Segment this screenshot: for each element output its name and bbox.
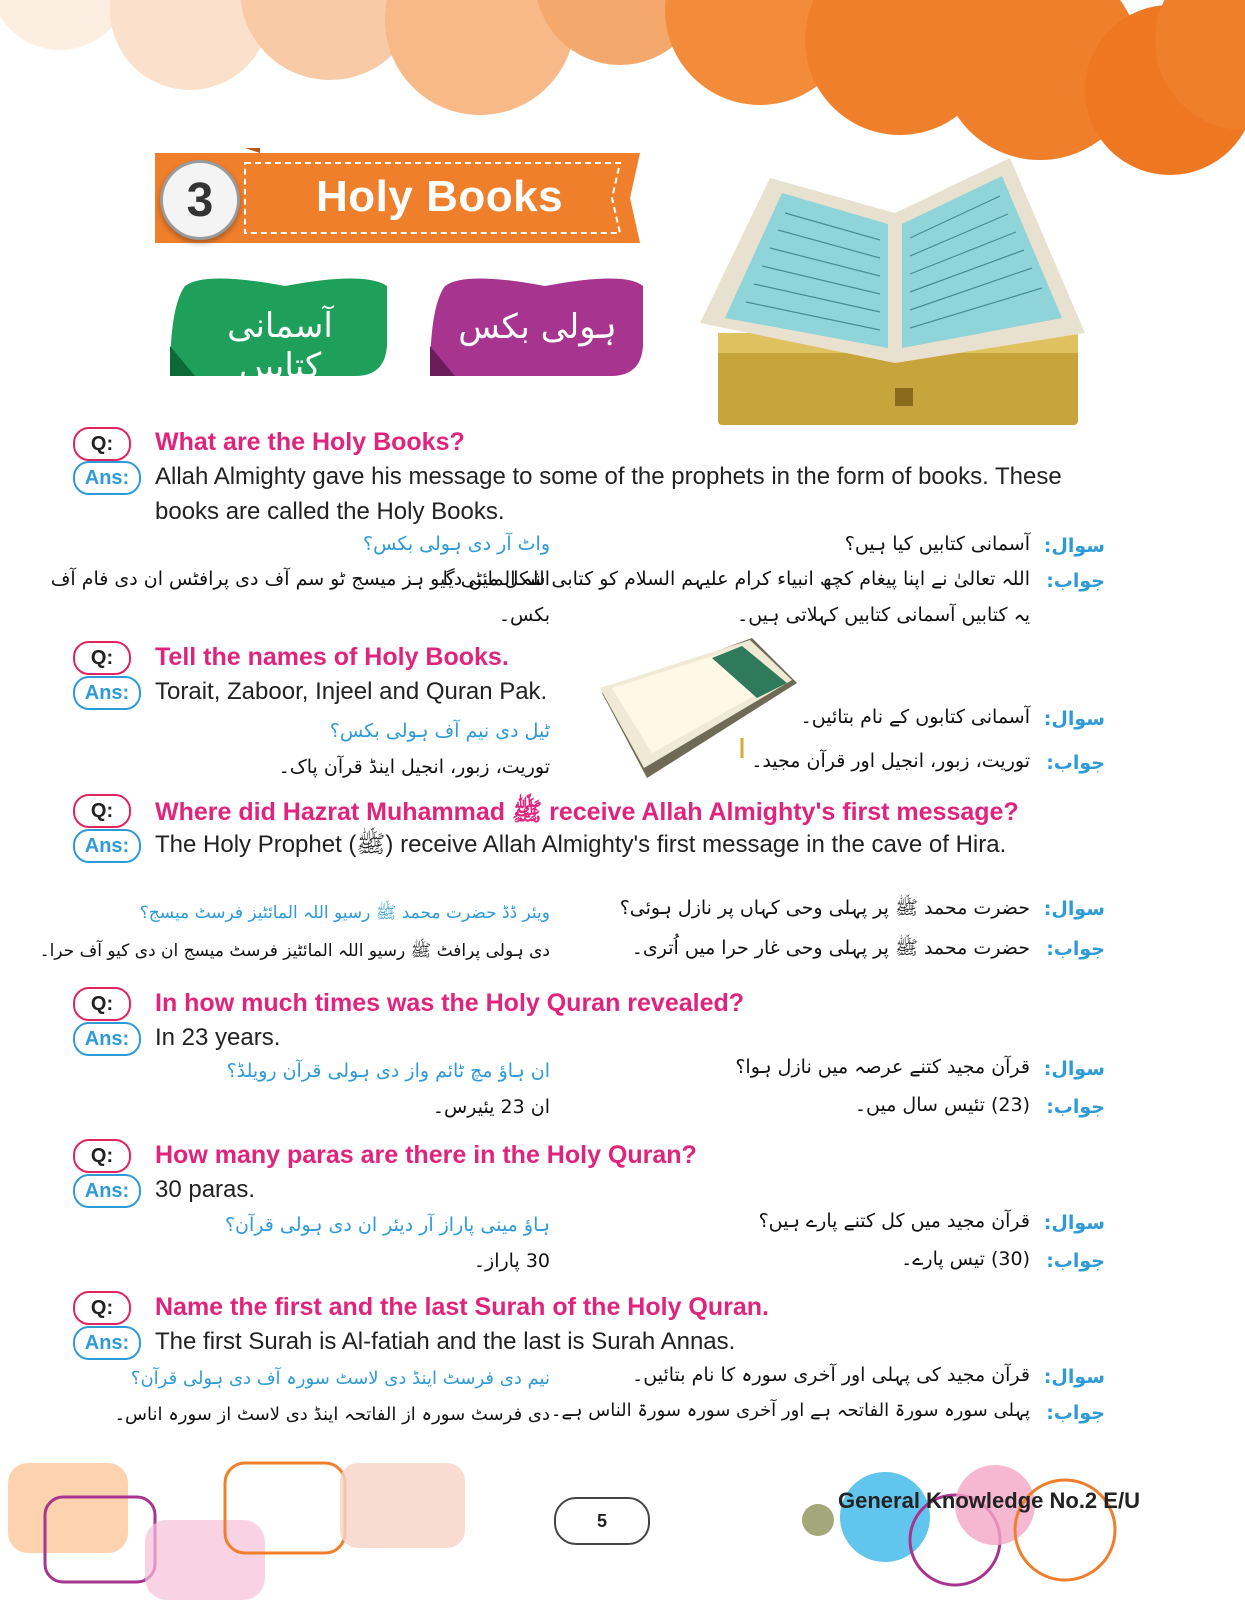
urdu-answer: (30) تیس پارے۔: [901, 1248, 1030, 1270]
urdu-question: قرآن مجید کی پہلی اور آخری سورہ کا نام بتائیں۔: [632, 1364, 1030, 1386]
answer-text: The first Surah is Al-fatiah and the last is Surah Annas.: [155, 1328, 736, 1355]
question-badge: Q:: [73, 1291, 131, 1325]
transliterated-answer: اللہ المائٹی گیو ہز میسج ٹو سم آف دی پرافٹس ان دی فام آف: [50, 568, 550, 590]
urdu-question-label: سوال:: [1043, 1212, 1105, 1234]
question-text: Name the first and the last Surah of the Holy Quran.: [155, 1293, 769, 1321]
urdu-answer-line2: یہ کتابیں آسمانی کتابیں کہلاتی ہیں۔: [737, 604, 1030, 626]
answer-badge: Ans:: [73, 1022, 141, 1056]
transliterated-question: ان ہاؤ مچ ٹائم واز دی ہولی قرآن رویلڈ؟: [226, 1060, 550, 1082]
answer-badge: Ans:: [73, 676, 141, 710]
transliterated-question: نیم دی فرسٹ اینڈ دی لاسٹ سورہ آف دی ہولی قرآن؟: [130, 1368, 550, 1389]
question-text: In how much times was the Holy Quran revealed?: [155, 989, 745, 1017]
urdu-answer-label: جواب:: [1046, 570, 1105, 592]
urdu-question-label: سوال:: [1043, 898, 1105, 920]
transliterated-question: ٹیل دی نیم آف ہولی بکس؟: [329, 720, 550, 742]
question-badge: Q:: [73, 1139, 131, 1173]
transliterated-answer: دی فرسٹ سورہ از الفاتحہ اینڈ دی لاسٹ از سورہ اناس۔: [114, 1404, 550, 1425]
urdu-question-label: سوال:: [1043, 708, 1105, 730]
transliterated-answer: دی ہولی پرافٹ ﷺ رسیو اللہ المائٹیز فرسٹ میسج ان دی کیو آف حرا۔: [39, 941, 550, 961]
transliterated-question: ہاؤ مینی پاراز آر دیئر ان دی ہولی قرآن؟: [224, 1214, 550, 1236]
answer-text: Torait, Zaboor, Injeel and Quran Pak.: [155, 678, 548, 705]
urdu-question: آسمانی کتابیں کیا ہیں؟: [844, 533, 1030, 555]
book-title: General Knowledge No.2 E/U: [838, 1488, 1140, 1513]
urdu-answer: پہلی سورہ سورۃ الفاتحہ ہے اور آخری سورہ سورۃ الناس ہے۔: [550, 1400, 1030, 1421]
question-badge: Q:: [73, 641, 131, 675]
transliterated-answer-line2: بکس۔: [498, 604, 550, 626]
answer-text: In 23 years.: [155, 1024, 281, 1051]
urdu-question: قرآن مجید میں کل کتنے پارے ہیں؟: [758, 1210, 1030, 1232]
transliterated-question: واٹ آر دی ہولی بکس؟: [363, 533, 550, 555]
answer-badge: Ans:: [73, 1326, 141, 1360]
transliterated-answer: توریت، زبور، انجیل اینڈ قرآن پاک۔: [278, 756, 550, 778]
urdu-answer-label: جواب:: [1046, 1402, 1105, 1424]
urdu-answer: توریت، زبور، انجیل اور قرآن مجید۔: [751, 750, 1030, 772]
transliterated-answer: 30 پاراز۔: [473, 1250, 550, 1272]
answer-text: The Holy Prophet (ﷺ) receive Allah Almighty's first message in the cave of Hira.: [155, 831, 1007, 858]
question-badge: Q:: [73, 794, 131, 828]
urdu-question: حضرت محمد ﷺ پر پہلی وحی کہاں پر نازل ہوئی؟: [619, 897, 1030, 919]
urdu-name-label: آسمانی کتابیں: [227, 306, 333, 386]
page-number: 5: [554, 1497, 650, 1545]
urdu-answer-label: جواب:: [1046, 1096, 1105, 1118]
urdu-answer: حضرت محمد ﷺ پر پہلی وحی غار حرا میں اُتری۔: [631, 937, 1030, 959]
urdu-answer-label: جواب:: [1046, 1250, 1105, 1272]
open-quran-illustration: [690, 158, 1090, 428]
urdu-answer: (23) تئیس سال میں۔: [854, 1094, 1030, 1116]
urdu-answer-label: جواب:: [1046, 752, 1105, 774]
urdu-question: قرآن مجید کتنے عرصہ میں نازل ہوا؟: [735, 1056, 1030, 1078]
roman-name-label: ہولی بکس: [458, 307, 617, 347]
question-text: What are the Holy Books?: [155, 428, 465, 456]
question-text: How many paras are there in the Holy Quran?: [155, 1141, 697, 1169]
answer-badge: Ans:: [73, 1174, 141, 1208]
urdu-question-label: سوال:: [1043, 1058, 1105, 1080]
question-text: Tell the names of Holy Books.: [155, 643, 509, 671]
question-badge: Q:: [73, 987, 131, 1021]
transliterated-question: ویئر ڈڈ حضرت محمد ﷺ رسیو اللہ المائٹیز فرسٹ میسج؟: [139, 903, 550, 923]
answer-badge: Ans:: [73, 461, 141, 495]
urdu-question-label: سوال:: [1043, 535, 1105, 557]
transliterated-answer: ان 23 یئیرس۔: [432, 1096, 550, 1118]
question-badge: Q:: [73, 427, 131, 461]
urdu-question: آسمانی کتابوں کے نام بتائیں۔: [800, 706, 1030, 728]
question-text: Where did Hazrat Muhammad ﷺ receive Allah Almighty's first message?: [155, 798, 1019, 826]
urdu-answer: اللہ تعالیٰ نے اپنا پیغام کچھ انبیاء کرام علیہم السلام کو کتابی شکل میں دیا۔: [431, 568, 1030, 590]
chapter-title: Holy Books: [316, 172, 564, 221]
answer-text: 30 paras.: [155, 1176, 256, 1203]
answer-badge: Ans:: [73, 829, 141, 863]
urdu-question-label: سوال:: [1043, 1366, 1105, 1388]
chapter-number: 3: [160, 160, 240, 240]
urdu-answer-label: جواب:: [1046, 938, 1105, 960]
answer-text: Allah Almighty gave his message to some of the prophets in the form of books. These books are called the Holy Books.: [155, 463, 1062, 525]
